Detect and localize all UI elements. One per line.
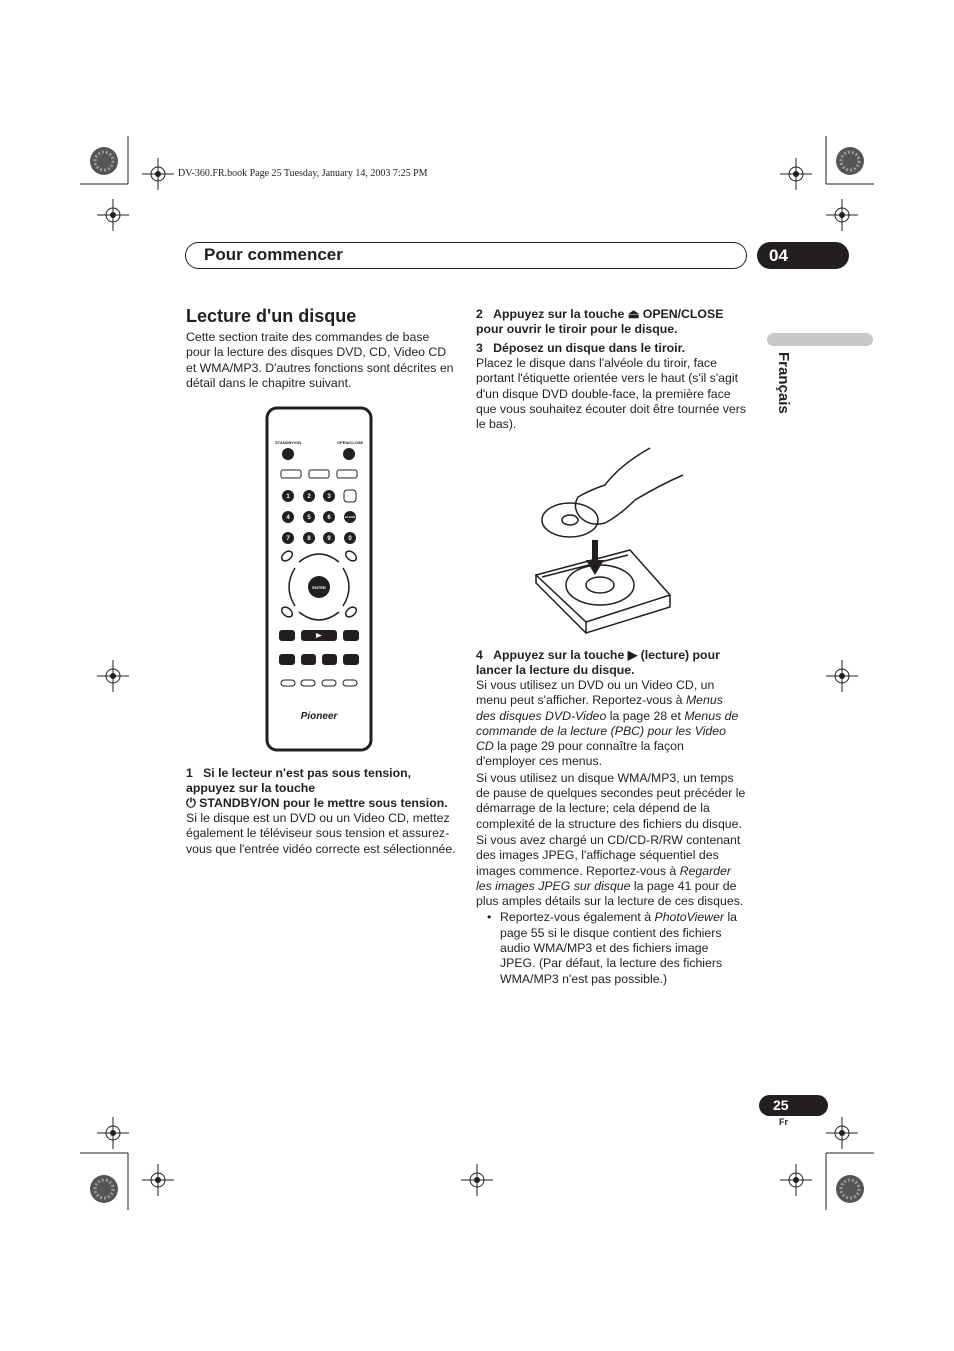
crosshair-icon [780, 1164, 812, 1196]
open-close-label: OPEN/CLOSE [337, 440, 364, 445]
registration-target-icon [835, 1174, 865, 1204]
digit-button[interactable]: 7 [286, 536, 290, 542]
step-2: 2 Appuyez sur la touche ⏏ OPEN/CLOSE pour ouvrir le tiroir pour le disque. [476, 307, 724, 336]
digit-button[interactable]: 4 [286, 515, 290, 521]
page-number: 25 [759, 1095, 828, 1116]
crosshair-icon [97, 1117, 129, 1149]
language-tab [767, 333, 873, 346]
digit-button[interactable]: 9 [327, 536, 331, 542]
registration-target-icon [835, 146, 865, 176]
eject-icon: ⏏ [627, 307, 640, 321]
remote-control-illustration [265, 406, 373, 752]
digit-button[interactable]: 8 [307, 536, 311, 542]
svg-text:ENTER: ENTER [312, 585, 326, 590]
disc-loading-illustration [530, 445, 690, 635]
language-label: Français [775, 352, 792, 414]
chapter-number: 04 [757, 242, 849, 269]
digit-button[interactable]: 3 [327, 494, 331, 500]
bullet-icon: • [487, 910, 492, 925]
crosshair-icon [826, 199, 858, 231]
open-close-button[interactable] [343, 448, 355, 460]
digit-button[interactable]: 2 [307, 494, 311, 500]
section-title: Lecture d'un disque [186, 306, 357, 326]
crosshair-icon [142, 1164, 174, 1196]
chapter-title: Pour commencer [204, 245, 343, 264]
print-info: DV-360.FR.book Page 25 Tuesday, January 14, 2003 7:25 PM [178, 168, 428, 179]
crosshair-icon [780, 158, 812, 190]
power-icon: ⏻ [186, 796, 196, 810]
crosshair-icon [461, 1164, 493, 1196]
step-1: 1 Si le lecteur n'est pas sous tension, appuyez sur la touche ⏻ STANDBY/ON pour le mettre sous tension. Si le disque est un DVD ou un Video CD, mettez également le téléviseur sous tension et assurez-vous que l'entrée vidéo correcte est sélectionnée. [186, 766, 456, 856]
crosshair-icon [826, 660, 858, 692]
crosshair-icon [97, 199, 129, 231]
step-3: 3 Déposez un disque dans le tiroir. Placez le disque dans l'alvéole du tiroir, face portant l'étiquette orientée vers le haut (s'il s'agit d'un disque DVD double-face, la première face que vous souhaitez écouter doit être tournée vers le bas). [476, 341, 747, 432]
clear-button[interactable]: CLEAR [344, 515, 356, 519]
registration-target-icon [89, 146, 119, 176]
crosshair-icon [826, 1117, 858, 1149]
page-language: Fr [779, 1117, 788, 1127]
standby-button[interactable] [282, 448, 294, 460]
section-intro: Cette section traite des commandes de base pour la lecture des disques DVD, CD, Video CD et WMA/MP3. D'autres fonctions sont décrites en détail dans le chapitre suivant. [186, 330, 454, 390]
crosshair-icon [97, 660, 129, 692]
digit-button[interactable]: 0 [348, 536, 352, 542]
brand-logo: Pioneer [300, 711, 338, 722]
crosshair-icon [142, 158, 174, 190]
standby-label: STANDBY/ON [275, 440, 302, 445]
digit-button[interactable]: 1 [286, 494, 290, 500]
bullet-item: • Reportez-vous également à PhotoViewer la page 55 si le disque contient des fichiers audio WMA/MP3 et des fichiers image JPEG. (Par défaut, la lecture des fichiers WMA/MP3 n'est pas possible.) [487, 910, 738, 986]
play-icon: ▶ [627, 648, 638, 662]
registration-target-icon [89, 1174, 119, 1204]
digit-button[interactable]: 5 [307, 515, 311, 521]
step-4: 4 Appuyez sur la touche ▶ (lecture) pour lancer la lecture du disque. Si vous utilisez un DVD ou un Video CD, un menu peut s'afficher. Reportez-vous à Menus des disques DVD-Video la page 28 et Menus de commande de la lecture (PBC) pour les Video CD la page 29 pour connaître la façon d'employer ces menus. Si vous utilisez un disque WMA/MP3, un temps de pause de quelques secondes peut précéder le démarrage de la lecture; cela dépend de la complexité de la structure des fichiers du disque. Si vous avez chargé un CD/CD-R/RW contenant des images JPEG, l'affichage séquentiel des images commence. Reportez-vous à Regarder les images JPEG sur disque la page 41 pour de plus amples détails sur la lecture de ces disques. • Reportez-vous également à PhotoViewer la page 55 si le disque contient des fichiers audio WMA/MP3 et des fichiers image JPEG. (Par défaut, la lecture des fichiers WMA/MP3 n'est pas possible.) [476, 648, 746, 986]
digit-button[interactable]: 6 [327, 515, 331, 521]
